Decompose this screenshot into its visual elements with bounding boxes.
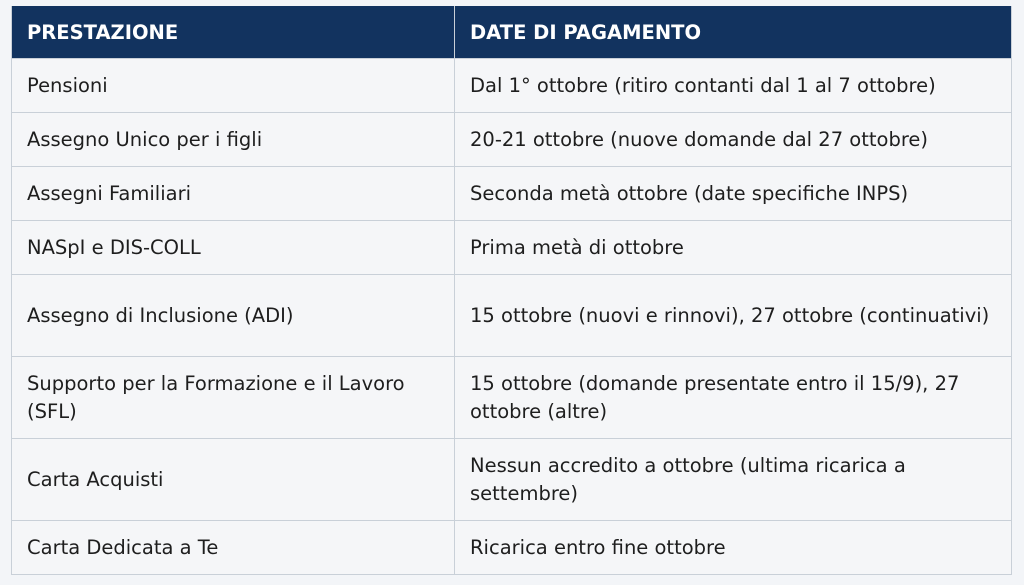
table-row xyxy=(12,521,1012,575)
table-row xyxy=(12,439,1012,521)
table-header-row xyxy=(12,6,1012,59)
cell-prestazione: Assegno Unico per i figli xyxy=(12,113,455,167)
cell-prestazione: Assegno di Inclusione (ADI) xyxy=(12,275,455,357)
table-row xyxy=(12,221,1012,275)
cell-prestazione: Supporto per la Formazione e il Lavoro (SFL) xyxy=(12,357,455,439)
cell-date: 15 ottobre (nuovi e rinnovi), 27 ottobre (continuativi) xyxy=(455,275,1012,357)
cell-date: Nessun accredito a ottobre (ultima ricarica a settembre) xyxy=(455,439,1012,521)
cell-date: Seconda metà ottobre (date specifiche INPS) xyxy=(455,167,1012,221)
table-row xyxy=(12,59,1012,113)
payments-table xyxy=(11,6,1012,575)
cell-date: Dal 1° ottobre (ritiro contanti dal 1 al 7 ottobre) xyxy=(455,59,1012,113)
cell-prestazione: Carta Acquisti xyxy=(12,439,455,521)
table-row xyxy=(12,357,1012,439)
header-prestazione: PRESTAZIONE xyxy=(12,6,455,59)
payments-table-container xyxy=(11,6,1011,575)
cell-date: 20-21 ottobre (nuove domande dal 27 ottobre) xyxy=(455,113,1012,167)
table-row xyxy=(12,275,1012,357)
table-row xyxy=(12,113,1012,167)
cell-date: Prima metà di ottobre xyxy=(455,221,1012,275)
table-row xyxy=(12,167,1012,221)
cell-prestazione: Carta Dedicata a Te xyxy=(12,521,455,575)
cell-prestazione: Pensioni xyxy=(12,59,455,113)
cell-date: 15 ottobre (domande presentate entro il 15/9), 27 ottobre (altre) xyxy=(455,357,1012,439)
cell-date: Ricarica entro fine ottobre xyxy=(455,521,1012,575)
cell-prestazione: Assegni Familiari xyxy=(12,167,455,221)
header-date-di-pagamento: DATE DI PAGAMENTO xyxy=(455,6,1012,59)
cell-prestazione: NASpI e DIS-COLL xyxy=(12,221,455,275)
